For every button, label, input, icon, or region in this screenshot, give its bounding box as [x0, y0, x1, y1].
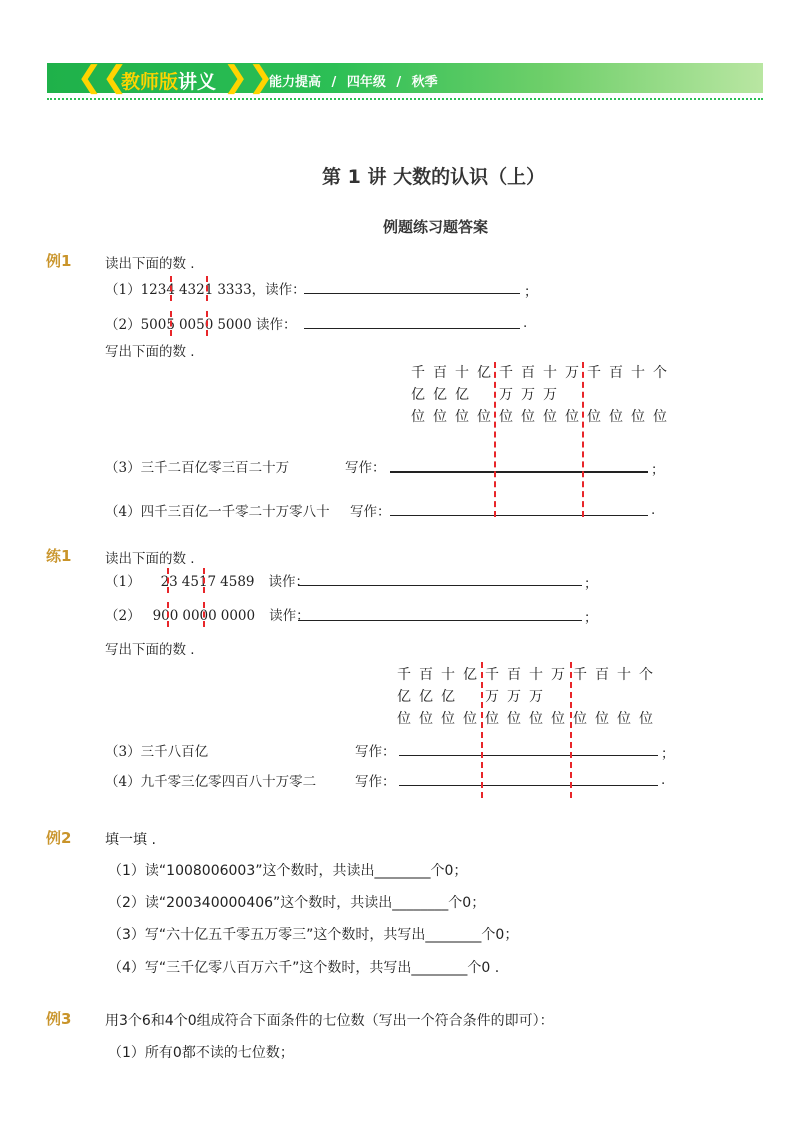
number-part: 23: [160, 574, 178, 590]
question-item: （4）九千零三亿零四百八十万零二: [105, 774, 317, 790]
answer-line[interactable]: [390, 471, 648, 473]
answer-line[interactable]: [304, 328, 520, 329]
question-item: （2）读“200340000406”这个数时，共读出________个0；: [108, 895, 486, 911]
number-part: 0050: [178, 317, 214, 333]
chevron-left-icon: ❮❮: [77, 60, 128, 95]
page-subtitle: 例题练习题答案: [383, 218, 489, 236]
breadcrumb-item: 能力提高: [269, 75, 322, 90]
answer-line[interactable]: [399, 755, 658, 756]
place-divider-dash: [170, 311, 172, 336]
place-row: 位 位 位 位 位 位 位 位 位 位 位 位: [411, 409, 667, 425]
number-part: 3333: [217, 282, 252, 298]
section-label: 例1: [46, 252, 72, 270]
number-part: 4589: [220, 574, 255, 590]
chevron-right-icon: ❯❯: [223, 60, 274, 95]
place-row: 千 百 十 亿 千 百 十 万 千 百 十 个: [411, 365, 667, 381]
section-intro: 写出下面的数 .: [105, 344, 195, 360]
place-row: 亿 亿 亿 万 万 万: [397, 689, 543, 705]
question-item: （1） 23 4517 4589 读作：: [105, 574, 309, 590]
question-item: （3）写“六十亿五千零五万零三”这个数时，共写出________个0；: [108, 927, 519, 943]
place-divider-dash: [203, 568, 205, 593]
breadcrumb: 能力提高 / 四年级 / 秋季: [269, 75, 438, 90]
question-item: （1）读“1008006003”这个数时，共读出________个0；: [108, 863, 468, 879]
number-part: 5005: [140, 317, 175, 333]
section-label: 例2: [46, 829, 72, 847]
place-divider-dash: [206, 311, 208, 336]
section-intro: 用3个6和4个0组成符合下面条件的七位数（写出一个符合条件的即可）：: [105, 1013, 554, 1029]
section-intro: 填一填 .: [105, 832, 156, 848]
header-banner: [47, 60, 763, 95]
place-divider-dash: [494, 362, 496, 517]
breadcrumb-item: 秋季: [411, 75, 438, 90]
number-part: 4517: [181, 574, 217, 590]
place-divider-dash: [481, 662, 483, 798]
place-divider-dash: [203, 602, 205, 627]
number-part: 1234: [140, 282, 175, 298]
breadcrumb-item: 四年级: [346, 75, 386, 90]
number-part: 0000: [220, 608, 256, 624]
place-row: 千 百 十 亿 千 百 十 万 千 百 十 个: [397, 667, 653, 683]
header-divider: [47, 98, 763, 100]
number-part: 0000: [182, 608, 217, 624]
place-divider-dash: [206, 276, 208, 301]
place-row: 位 位 位 位 位 位 位 位 位 位 位 位: [397, 711, 653, 727]
place-row: 亿 亿 亿 万 万 万: [411, 387, 557, 403]
answer-line[interactable]: [304, 293, 520, 294]
section-intro: 读出下面的数 .: [105, 256, 195, 272]
section-label: 例3: [46, 1010, 72, 1028]
section-intro: 读出下面的数 .: [105, 551, 195, 567]
question-item: （4）写“三千亿零八百万六千”这个数时，共写出________个0 .: [108, 960, 500, 976]
question-item: （3）三千八百亿: [105, 744, 209, 760]
answer-line[interactable]: [390, 515, 648, 516]
section-intro: 写出下面的数 .: [105, 642, 195, 658]
question-item: （4）四千三百亿一千零二十万零八十: [105, 504, 330, 520]
brand-title: 教师版讲义: [121, 71, 217, 93]
place-divider-dash: [167, 602, 169, 627]
place-divider-dash: [582, 362, 584, 517]
question-item: （3）三千二百亿零三百二十万: [105, 460, 290, 476]
page-title: 第 1 讲 大数的认识（上）: [322, 166, 546, 188]
place-divider-dash: [570, 662, 572, 798]
question-item: （2） 900 0000 0000 读作：: [105, 608, 310, 624]
place-divider-dash: [167, 568, 169, 593]
number-part: 5000: [217, 317, 252, 333]
number-part: 4321: [178, 282, 214, 298]
answer-line[interactable]: [298, 620, 582, 621]
section-label: 练1: [46, 547, 72, 565]
question-item: （1）所有0都不读的七位数；: [108, 1045, 294, 1061]
answer-line[interactable]: [298, 585, 582, 586]
number-part: 900: [152, 608, 179, 624]
question-item: （2）5005 0050 5000 读作：: [105, 317, 297, 333]
place-value-chart: [407, 362, 671, 428]
answer-line[interactable]: [399, 785, 658, 786]
place-value-chart: [393, 664, 657, 730]
question-item: （1）1234 4321 3333，读作：: [105, 282, 306, 298]
place-divider-dash: [170, 276, 172, 301]
